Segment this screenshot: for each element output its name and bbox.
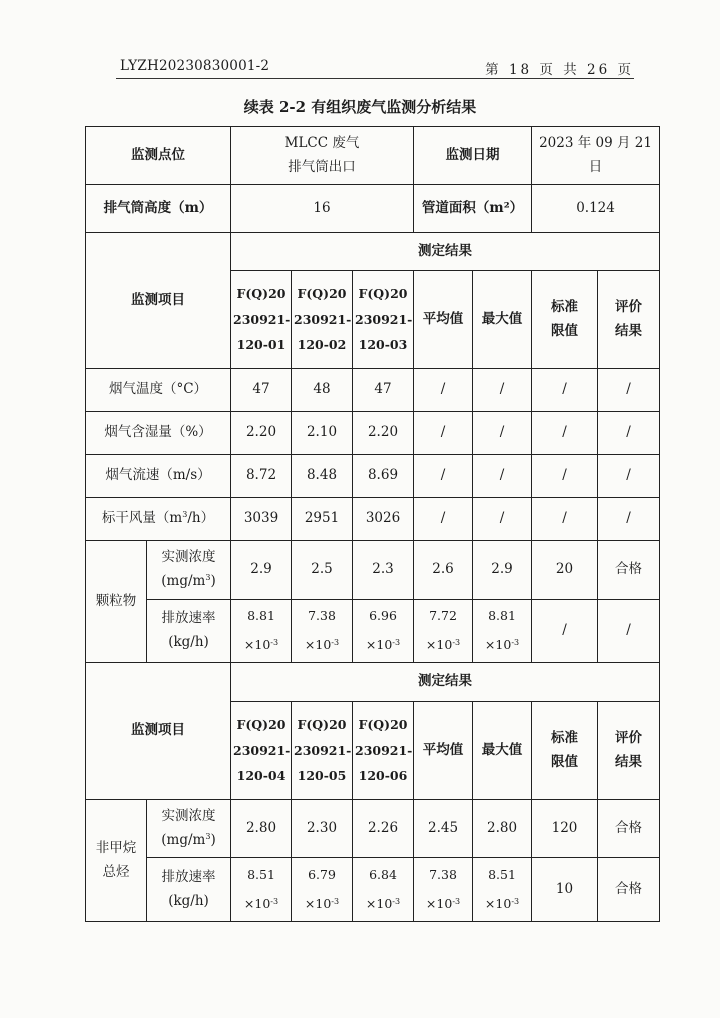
point-line-2: 排气筒出口 <box>288 158 356 175</box>
cell-value: / <box>532 369 598 412</box>
cell-value: 6.84 $\times 10^{-3}$ <box>353 858 414 922</box>
rate-unit-label: 排放速率 (kg/h) <box>147 600 231 663</box>
cell-value: 7.72 $\times 10^{-3}$ <box>414 600 473 663</box>
cell-value: / <box>473 498 532 541</box>
row-label: 烟气流速（m/s） <box>86 455 231 498</box>
cell-value: / <box>598 455 660 498</box>
cell-value: / <box>414 455 473 498</box>
point-line-1: MLCC 废气 <box>284 134 360 151</box>
cell-value: / <box>473 455 532 498</box>
cell-value: 2.3 <box>353 541 414 600</box>
date-value: 2023 年 09 月 21 日 <box>532 127 660 185</box>
avg-label: 平均值 <box>414 702 473 800</box>
report-number: LYZH20230830001-2 <box>120 58 270 74</box>
max-label: 最大值 <box>473 702 532 800</box>
point-value <box>231 127 414 185</box>
cell-value: 2.45 <box>414 800 473 858</box>
table-row <box>86 498 660 541</box>
cell-value: 8.81 $\times 10^{-3}$ <box>231 600 292 663</box>
cell-value: / <box>532 412 598 455</box>
cell-value: 7.38 $\times 10^{-3}$ <box>292 600 353 663</box>
block2-result-label: 测定结果 <box>231 663 660 702</box>
info-row-point <box>86 127 660 185</box>
sample-id: F(Q)20 230921- 120-04 <box>231 702 292 800</box>
cell-value: 48 <box>292 369 353 412</box>
cell-value: 120 <box>532 800 598 858</box>
area-label: 管道面积（m²） <box>414 185 532 233</box>
height-value: 16 <box>231 185 414 233</box>
row-label: 标干风量$(m^3/h)$ <box>86 498 231 541</box>
cell-value: / <box>414 412 473 455</box>
cell-value: 3039 <box>231 498 292 541</box>
cell-value: 2.20 <box>353 412 414 455</box>
block2-item-label: 监测项目 <box>86 663 231 800</box>
sample-id: F(Q)20 230921- 120-03 <box>353 271 414 369</box>
cell-value: 8.48 <box>292 455 353 498</box>
pollutant-label: 颗粒物 <box>86 541 147 663</box>
header-rule <box>116 78 634 79</box>
cell-value: 2.30 <box>292 800 353 858</box>
rate-unit-label: 排放速率 (kg/h) <box>147 858 231 922</box>
cell-value: / <box>598 498 660 541</box>
cell-value: 47 <box>231 369 292 412</box>
eval-label: 评价 结果 <box>598 271 660 369</box>
cell-value: / <box>414 498 473 541</box>
block1-item-label: 监测项目 <box>86 233 231 369</box>
cell-value: 7.38 $\times 10^{-3}$ <box>414 858 473 922</box>
cell-value: 8.81 $\times 10^{-3}$ <box>473 600 532 663</box>
cell-value: 3026 <box>353 498 414 541</box>
row-label: 烟气含湿量（%） <box>86 412 231 455</box>
limit-label: 标准 限值 <box>532 271 598 369</box>
cell-value: 8.51 $\times 10^{-3}$ <box>231 858 292 922</box>
cell-value: / <box>598 600 660 663</box>
sample-id: F(Q)20 230921- 120-06 <box>353 702 414 800</box>
date-label: 监测日期 <box>414 127 532 185</box>
limit-label: 标准 限值 <box>532 702 598 800</box>
page-info: 第 18 页 共 26 页 <box>485 62 634 78</box>
table-row <box>86 858 660 922</box>
cell-value: 合格 <box>598 800 660 858</box>
cell-value: / <box>598 369 660 412</box>
table-row <box>86 600 660 663</box>
cell-value: 6.96 $\times 10^{-3}$ <box>353 600 414 663</box>
cell-value: 10 <box>532 858 598 922</box>
cell-value: 47 <box>353 369 414 412</box>
cell-value: 2.9 <box>231 541 292 600</box>
sample-id: F(Q)20 230921- 120-01 <box>231 271 292 369</box>
cell-value: 2.80 <box>231 800 292 858</box>
cell-value: / <box>414 369 473 412</box>
cell-value: 2.5 <box>292 541 353 600</box>
table-title: 续表 2-2 有组织废气监测分析结果 <box>243 98 477 116</box>
cell-value: 2.26 <box>353 800 414 858</box>
conc-unit-label: 实测浓度 $(mg/m^3)$ <box>147 541 231 600</box>
block1-header-row <box>86 233 660 271</box>
max-label: 最大值 <box>473 271 532 369</box>
cell-value: / <box>532 455 598 498</box>
cell-value: 2951 <box>292 498 353 541</box>
cell-value: 2.9 <box>473 541 532 600</box>
pollutant-label: 非甲烷 总烃 <box>86 800 147 922</box>
cell-value: 8.51 $\times 10^{-3}$ <box>473 858 532 922</box>
cell-value: / <box>532 600 598 663</box>
cell-value: 2.20 <box>231 412 292 455</box>
conc-unit-label: 实测浓度 $(mg/m^3)$ <box>147 800 231 858</box>
block1-result-label: 测定结果 <box>231 233 660 271</box>
cell-value: / <box>473 412 532 455</box>
cell-value: 合格 <box>598 858 660 922</box>
point-label: 监测点位 <box>86 127 231 185</box>
cell-value: 2.10 <box>292 412 353 455</box>
block2-header-row <box>86 663 660 702</box>
cell-value: 2.6 <box>414 541 473 600</box>
table-row <box>86 412 660 455</box>
eval-label: 评价 结果 <box>598 702 660 800</box>
cell-value: 6.79 $\times 10^{-3}$ <box>292 858 353 922</box>
row-label: 烟气温度（°C） <box>86 369 231 412</box>
table-row <box>86 455 660 498</box>
table-row <box>86 800 660 858</box>
monitoring-table <box>85 126 660 922</box>
cell-value: 合格 <box>598 541 660 600</box>
cell-value: 2.80 <box>473 800 532 858</box>
sample-id: F(Q)20 230921- 120-02 <box>292 271 353 369</box>
cell-value: 8.69 <box>353 455 414 498</box>
table-row <box>86 369 660 412</box>
cell-value: / <box>532 498 598 541</box>
cell-value: / <box>598 412 660 455</box>
avg-label: 平均值 <box>414 271 473 369</box>
area-value: 0.124 <box>532 185 660 233</box>
height-label: 排气筒高度（m） <box>86 185 231 233</box>
table-row <box>86 541 660 600</box>
info-row-height <box>86 185 660 233</box>
sample-id: F(Q)20 230921- 120-05 <box>292 702 353 800</box>
cell-value: 20 <box>532 541 598 600</box>
cell-value: 8.72 <box>231 455 292 498</box>
cell-value: / <box>473 369 532 412</box>
